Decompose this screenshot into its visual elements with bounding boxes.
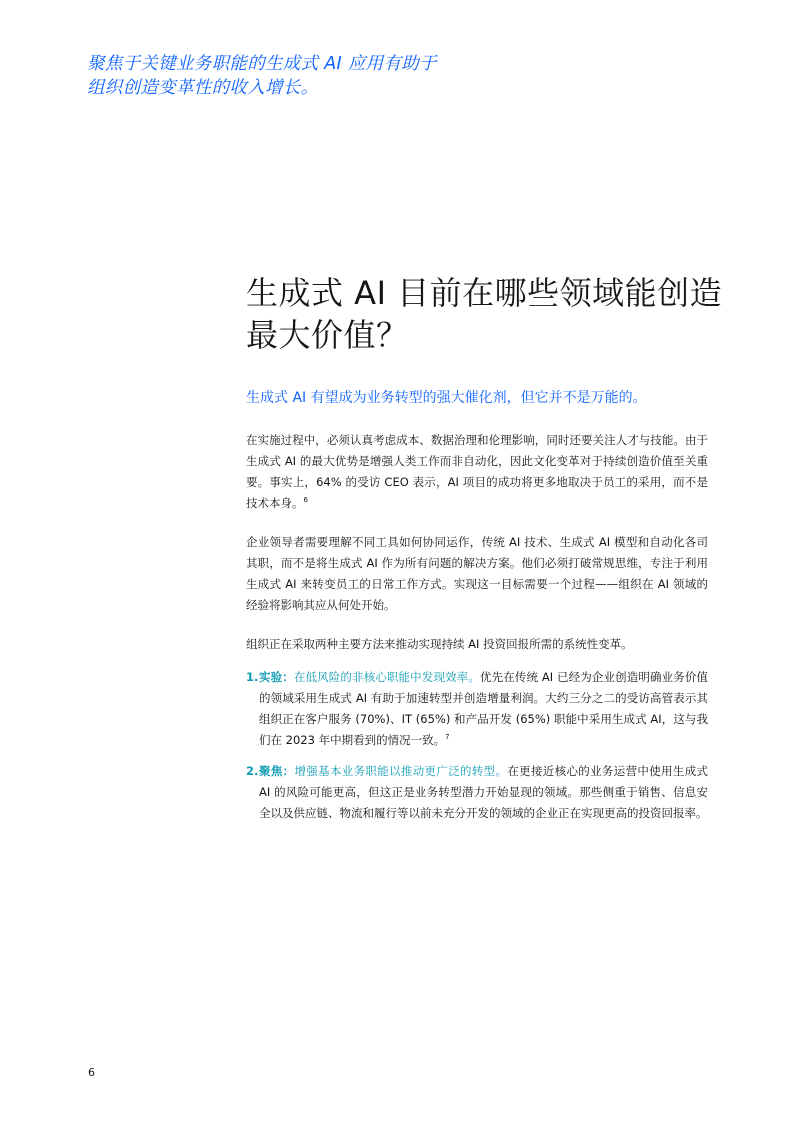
list-item-lead: 增强基本业务职能以推动更广泛的转型。 [294,764,508,778]
pull-quote-line-1: 聚焦于关键业务职能的生成式 AI 应用有助于 [87,54,437,74]
list-item-number: 1. [246,670,259,684]
page-title-line-2: 最大价值？ [246,316,409,354]
list-item-label: 实验： [259,670,294,684]
list-item-body: 在更接近核心的业务运营中使用生成式 AI 的风险可能更高，但这正是业务转型潜力开始显现的领域。那些侧重于销售、信息安全以及供应链、物流和履行等以前未充分开发的领域的企业正在实现更高的投资回报率。 [259,764,709,820]
list-item-lead: 在低风险的非核心职能中发现效率。 [293,670,480,684]
paragraph-3: 组织正在采取两种主要方法来推动实现持续 AI 投资回报所需的系统性变革。 [246,637,633,651]
subheading: 生成式 AI 有望成为业务转型的强大催化剂，但它并不是万能的。 [246,390,647,406]
list-item-body: 优先在传统 AI 已经为企业创造明确业务价值的领域采用生成式 AI 有助于加速转型并创造增量利润。大约三分之二的受访高管表示其组织正在客户服务 (70%)、IT (65%) 和产品开发 (65%) 职能中采用生成式 AI，这与我们在 2023 年中期看到的情况一致。 [259,670,708,747]
list-item [246,667,708,751]
list-item [246,761,708,824]
list-item-number: 2. [246,764,259,778]
paragraph-1 [246,430,708,514]
paragraph-1-text: 在实施过程中，必须认真考虑成本、数据治理和伦理影响，同时还要关注人才与技能。由于生成式 AI 的最大优势是增强人类工作而非自动化，因此文化变革对于持续创造价值至关重要。事实上，64% 的受访 CEO 表示，AI 项目的成功将更多地取决于员工的采用，而不是技术本身。 [246,433,708,510]
page-number: 6 [88,1066,95,1079]
page-title [246,272,723,356]
pull-quote [87,52,507,100]
approach-list [246,667,708,824]
main-content [246,272,723,834]
footnote-ref-7: 7 [445,733,450,742]
pull-quote-line-2: 组织创造变革性的收入增长。 [87,78,319,98]
list-item-label: 聚焦： [259,764,295,778]
paragraph-2: 企业领导者需要理解不同工具如何协同运作，传统 AI 技术、生成式 AI 模型和自动化各司其职，而不是将生成式 AI 作为所有问题的解决方案。他们必须打破常规思维，专注于利用生成式 AI 来转变员工的日常工作方式。实现这一目标需要一个过程——组织在 AI 领域的经验将影响其应从何处开始。 [246,535,708,612]
footnote-ref-6: 6 [303,496,308,505]
page-title-line-1: 生成式 AI 目前在哪些领域能创造 [246,274,723,312]
